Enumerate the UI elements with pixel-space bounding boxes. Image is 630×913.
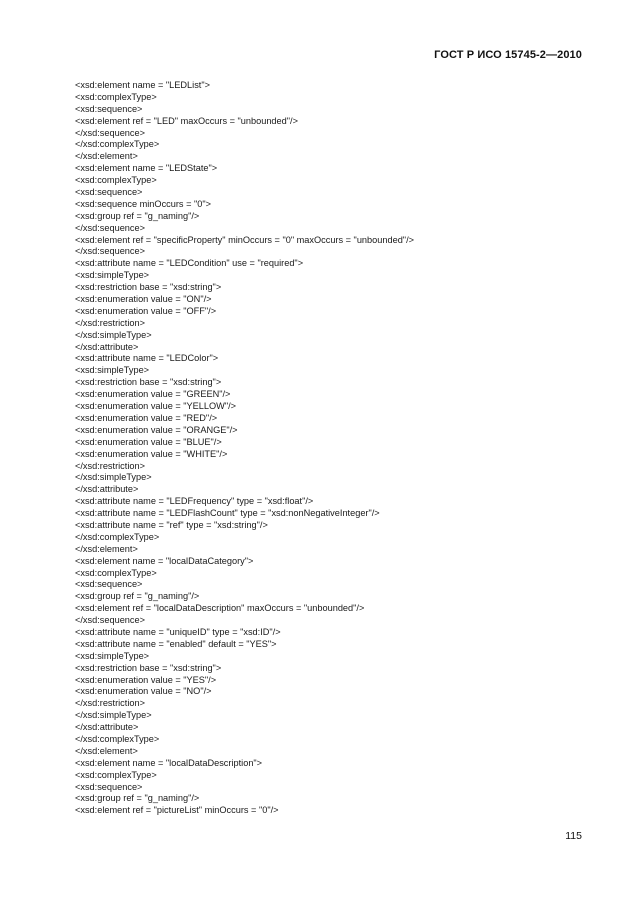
code-line: </xsd:sequence> xyxy=(75,222,145,233)
document-standard-header: ГОСТ Р ИСО 15745-2—2010 xyxy=(434,49,582,61)
code-line: <xsd:group ref = "g_naming"/> xyxy=(75,591,200,602)
code-line: <xsd:attribute name = "ref" type = "xsd:string"/> xyxy=(75,519,268,530)
code-line: <xsd:enumeration value = "ON"/> xyxy=(75,294,212,305)
code-line: </xsd:element> xyxy=(75,151,138,162)
code-line: </xsd:restriction> xyxy=(75,317,145,328)
code-line: </xsd:sequence> xyxy=(75,246,145,257)
code-line: <xsd:enumeration value = "NO"/> xyxy=(75,686,212,697)
code-line: <xsd:complexType> xyxy=(75,769,157,780)
code-line: <xsd:element ref = "localDataDescription" maxOccurs = "unbounded"/> xyxy=(75,603,365,614)
code-line: <xsd:restriction base = "xsd:string"> xyxy=(75,377,222,388)
code-line: <xsd:enumeration value = "BLUE"/> xyxy=(75,436,222,447)
code-line: <xsd:attribute name = "enabled" default = "YES"> xyxy=(75,638,277,649)
code-line: <xsd:restriction base = "xsd:string"> xyxy=(75,662,222,673)
code-line: <xsd:element ref = "specificProperty" minOccurs = "0" maxOccurs = "unbounded"/> xyxy=(75,234,414,245)
code-line: <xsd:group ref = "g_naming"/> xyxy=(75,793,200,804)
code-line: <xsd:sequence> xyxy=(75,781,143,792)
code-line: </xsd:restriction> xyxy=(75,460,145,471)
code-line: <xsd:enumeration value = "YES"/> xyxy=(75,674,217,685)
code-line: <xsd:simpleType> xyxy=(75,650,150,661)
code-line: </xsd:element> xyxy=(75,745,138,756)
code-line: </xsd:complexType> xyxy=(75,733,160,744)
code-line: <xsd:element name = "LEDState"> xyxy=(75,163,218,174)
code-line: </xsd:sequence> xyxy=(75,615,145,626)
code-line: <xsd:element name = "localDataDescription"> xyxy=(75,757,263,768)
code-line: </xsd:simpleType> xyxy=(75,710,152,721)
code-line: <xsd:simpleType> xyxy=(75,365,150,376)
code-line: </xsd:attribute> xyxy=(75,722,139,733)
code-line: <xsd:enumeration value = "YELLOW"/> xyxy=(75,401,237,412)
code-line: <xsd:simpleType> xyxy=(75,270,150,281)
code-line: <xsd:sequence minOccurs = "0"> xyxy=(75,198,211,209)
code-line: <xsd:complexType> xyxy=(75,175,157,186)
code-line: <xsd:restriction base = "xsd:string"> xyxy=(75,282,222,293)
code-line: <xsd:complexType> xyxy=(75,91,157,102)
code-line: <xsd:attribute name = "LEDFrequency" type = "xsd:float"/> xyxy=(75,496,314,507)
code-line: <xsd:enumeration value = "RED"/> xyxy=(75,412,218,423)
code-line: <xsd:enumeration value = "ORANGE"/> xyxy=(75,424,238,435)
code-line: <xsd:group ref = "g_naming"/> xyxy=(75,210,200,221)
code-line: <xsd:attribute name = "LEDCondition" use = "required"> xyxy=(75,258,304,269)
page-number: 115 xyxy=(565,830,582,842)
code-line: </xsd:complexType> xyxy=(75,139,160,150)
code-line: </xsd:complexType> xyxy=(75,531,160,542)
code-line: </xsd:attribute> xyxy=(75,341,139,352)
xml-schema-code-block xyxy=(75,80,575,817)
code-line: <xsd:sequence> xyxy=(75,187,143,198)
code-line: </xsd:restriction> xyxy=(75,698,145,709)
code-line: <xsd:element ref = "LED" maxOccurs = "unbounded"/> xyxy=(75,115,298,126)
code-line: <xsd:attribute name = "LEDColor"> xyxy=(75,353,219,364)
code-line: <xsd:enumeration value = "OFF"/> xyxy=(75,305,217,316)
code-line: <xsd:enumeration value = "GREEN"/> xyxy=(75,389,231,400)
code-line: </xsd:element> xyxy=(75,543,138,554)
code-line: </xsd:attribute> xyxy=(75,484,139,495)
code-line: </xsd:simpleType> xyxy=(75,472,152,483)
code-line: <xsd:element name = "LEDList"> xyxy=(75,80,210,90)
code-line: <xsd:attribute name = "uniqueID" type = "xsd:ID"/> xyxy=(75,626,281,637)
code-line: </xsd:simpleType> xyxy=(75,329,152,340)
code-line: <xsd:enumeration value = "WHITE"/> xyxy=(75,448,228,459)
code-line: <xsd:complexType> xyxy=(75,567,157,578)
code-line: <xsd:sequence> xyxy=(75,579,143,590)
code-line: <xsd:attribute name = "LEDFlashCount" type = "xsd:nonNegativeInteger"/> xyxy=(75,508,380,519)
code-line: </xsd:sequence> xyxy=(75,127,145,138)
code-line: <xsd:element name = "localDataCategory"> xyxy=(75,555,254,566)
code-line: <xsd:sequence> xyxy=(75,103,143,114)
code-line: <xsd:element ref = "pictureList" minOccurs = "0"/> xyxy=(75,805,279,816)
